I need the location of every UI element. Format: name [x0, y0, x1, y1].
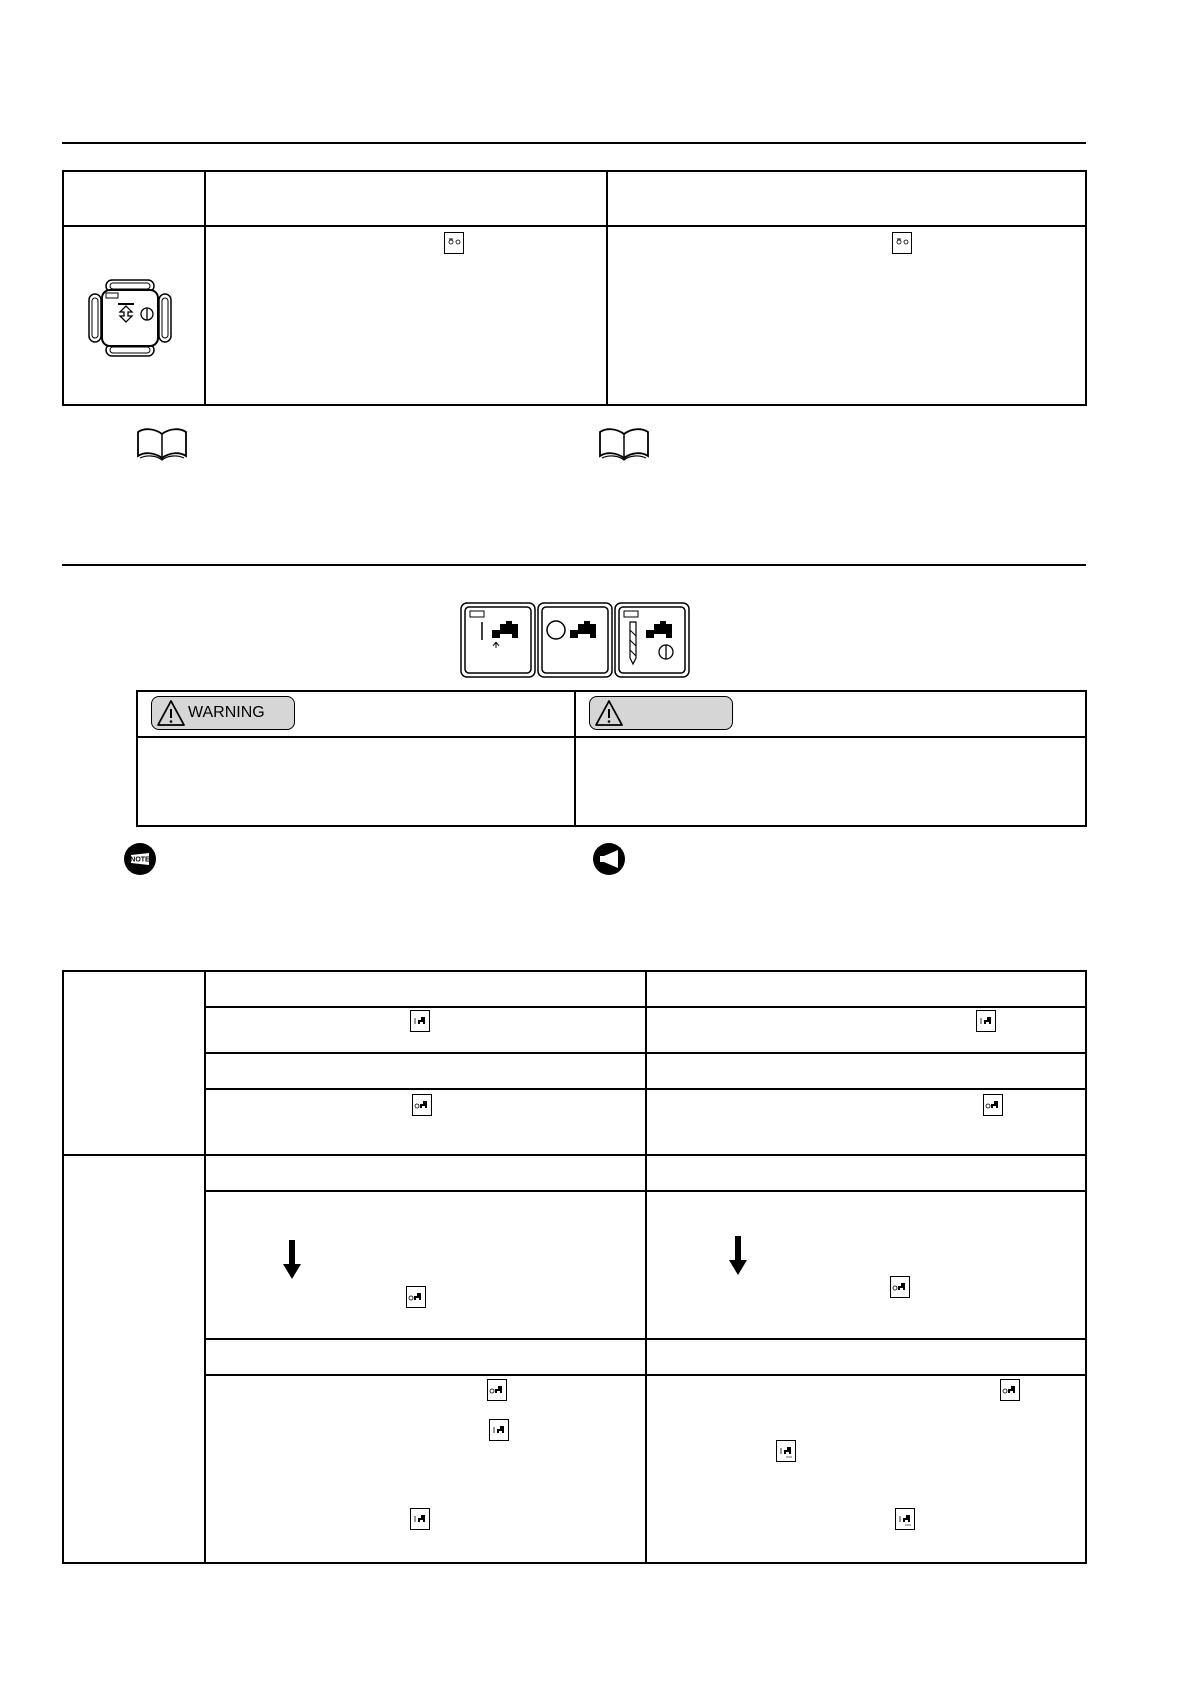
coolant-off-small-icon [412, 1094, 432, 1116]
warning-table-header-divider [136, 736, 1087, 738]
warning-label: WARNING [188, 704, 265, 721]
spindle-table-col-divider-2 [606, 170, 608, 406]
coolant-off-small-icon [983, 1094, 1003, 1116]
coolant-off-small-icon [1000, 1379, 1020, 1401]
coolant-procedure-table [62, 970, 1087, 1564]
warning-table-col-divider [574, 690, 576, 827]
section-divider-top [62, 142, 1086, 144]
small-spindle-key-icon [444, 232, 464, 254]
coolant-off-small-icon [487, 1379, 507, 1401]
coolant-off-small-icon [406, 1286, 426, 1308]
coolant-table-group-divider [62, 1154, 1087, 1156]
spindle-table [62, 170, 1087, 406]
down-arrow-icon [728, 1236, 748, 1281]
coolant-table-row-divider [204, 1190, 1087, 1192]
section-divider-middle [62, 564, 1086, 566]
spindle-table-col-divider-1 [204, 170, 206, 406]
manual-reference-icon [136, 426, 188, 467]
coolant-off-small-icon [890, 1276, 910, 1298]
coolant-table-row-divider [204, 1374, 1087, 1376]
svg-text:NOTE: NOTE [130, 856, 150, 864]
spindle-table-header-divider [62, 225, 1087, 227]
coolant-on-small-icon [410, 1010, 430, 1032]
coolant-table-row-divider [204, 1052, 1087, 1054]
coolant-table-row-divider [204, 1006, 1087, 1008]
small-spindle-key-icon [892, 232, 912, 254]
coolant-table-row-divider [204, 1088, 1087, 1090]
down-arrow-icon [282, 1240, 302, 1285]
coolant-table-row-divider [204, 1338, 1087, 1340]
warning-badge [151, 696, 295, 730]
manual-reference-icon [598, 426, 650, 467]
coolant-table-col-divider-2 [645, 970, 647, 1564]
note-icon [123, 842, 157, 881]
caution-megaphone-icon [592, 842, 626, 881]
coolant-table-col-divider-1 [204, 970, 206, 1564]
coolant-through-small-icon [895, 1508, 915, 1530]
coolant-through-small-icon [776, 1440, 796, 1462]
caution-triangle-icon [594, 699, 624, 727]
coolant-on-small-icon [976, 1010, 996, 1032]
caution-badge [589, 696, 733, 730]
warning-triangle-icon [156, 699, 186, 727]
coolant-on-small-icon [489, 1419, 509, 1441]
coolant-keys-group [460, 602, 692, 683]
coolant-on-small-icon [410, 1508, 430, 1530]
spindle-override-key-icon [88, 276, 172, 365]
